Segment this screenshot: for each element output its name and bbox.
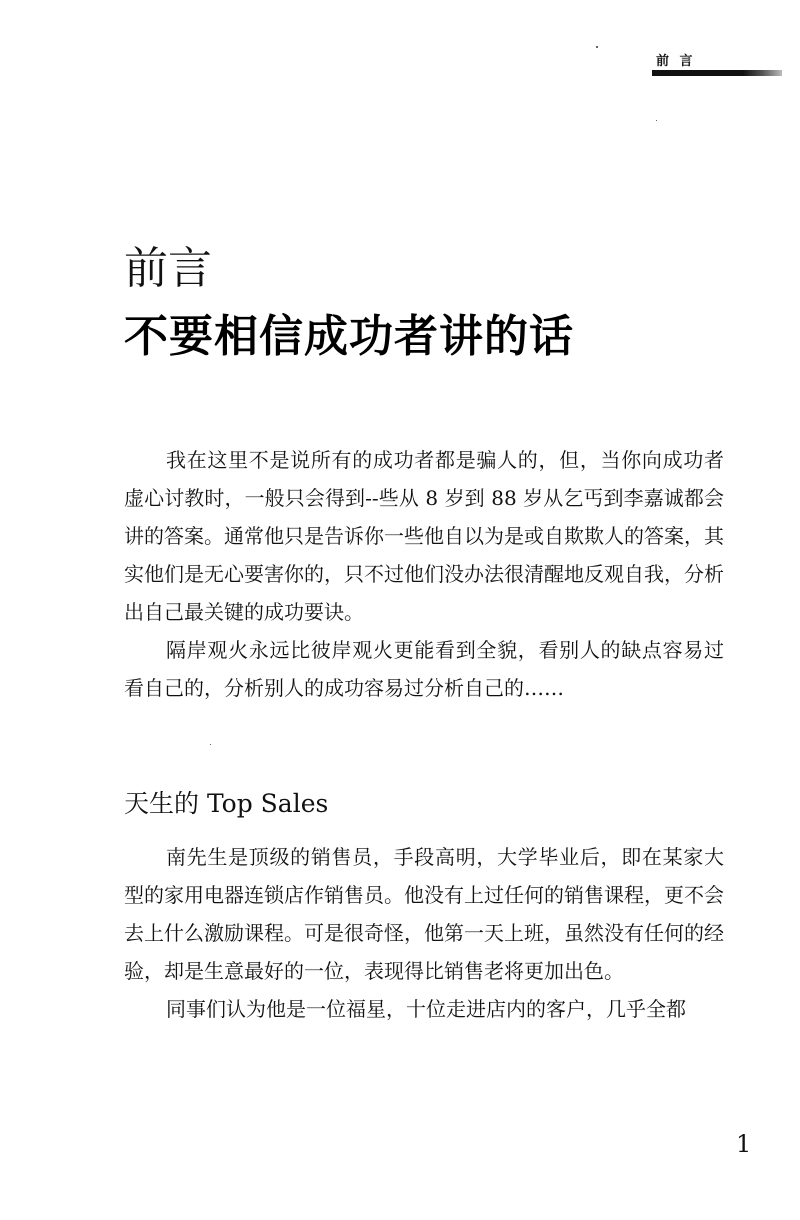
running-header: 前 言: [656, 54, 696, 69]
page-number: 1: [736, 1130, 752, 1158]
scan-speck: [596, 46, 598, 48]
scan-speck: [656, 120, 657, 121]
section-heading: 天生的 Top Sales: [124, 789, 329, 818]
chapter-title: 不要相信成功者讲的话: [124, 311, 574, 362]
section-paragraph: 同事们认为他是一位福星，十位走进店内的客户，几乎全都: [166, 997, 686, 1021]
intro-text: [124, 441, 724, 707]
chapter-label: 前言: [124, 243, 212, 294]
scan-speck: [210, 744, 211, 745]
header-rule: [652, 70, 782, 76]
intro-paragraph: 隔岸观火永远比彼岸观火更能看到全貌，看别人的缺点容易过看自己的，分析别人的成功容易过分析自己的……: [124, 638, 724, 700]
intro-paragraph: 我在这里不是说所有的成功者都是骗人的，但，当你向成功者虚心讨教时，一般只会得到--些从 8 岁到 88 岁从乞丐到李嘉诚都会讲的答案。通常他只是告诉你一些他自以为是或自欺欺人的答案，其实他们是无心要害你的，只不过他们没办法很清醒地反观自我，分析出自己最关键的成功要诀。: [124, 448, 724, 624]
section-paragraph: 南先生是顶级的销售员，手段高明，大学毕业后，即在某家大型的家用电器连锁店作销售员。他没有上过任何的销售课程，更不会去上什么激励课程。可是很奇怪，他第一天上班，虽然没有任何的经验，却是生意最好的一位，表现得比销售老将更加出色。: [124, 845, 724, 983]
section-text: [124, 838, 724, 1028]
